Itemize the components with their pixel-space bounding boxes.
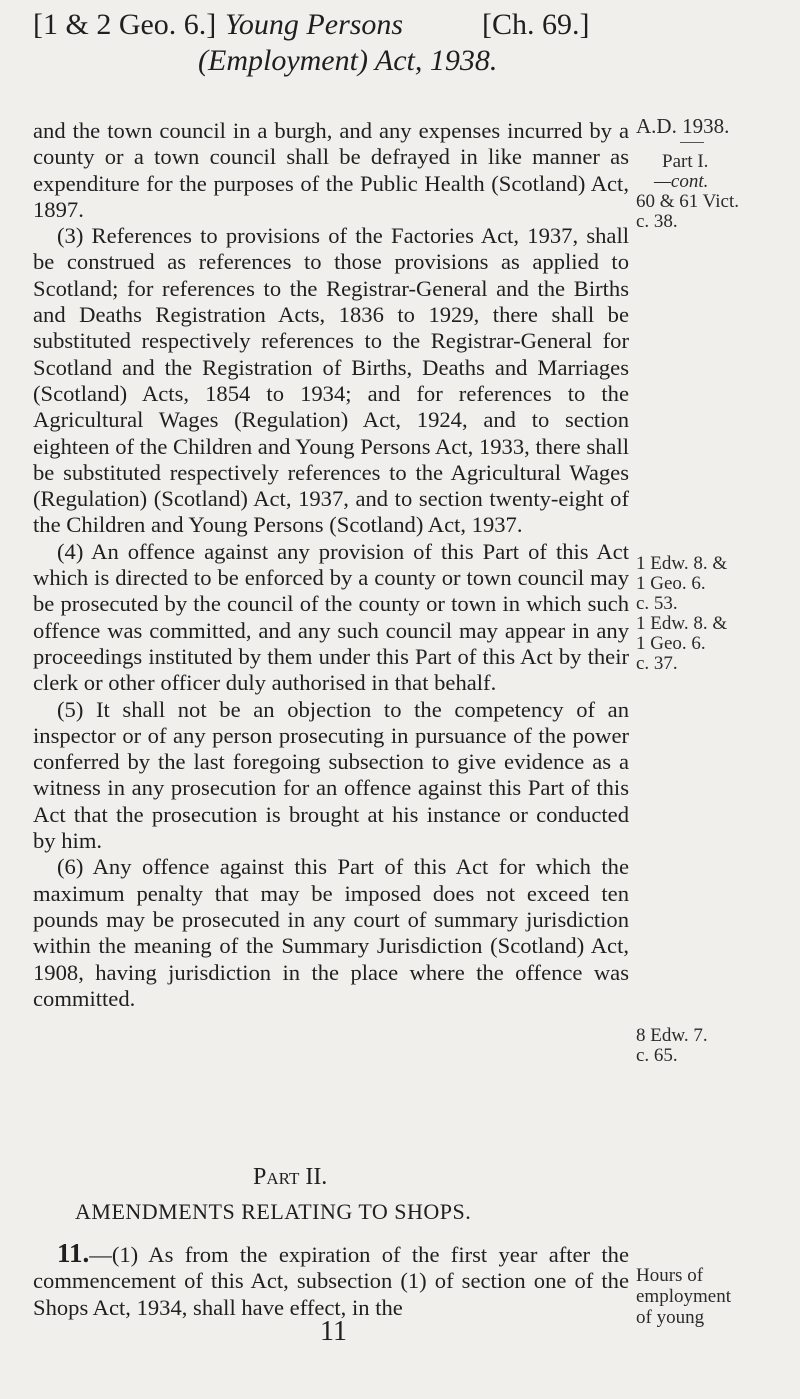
regnal-year: [1 & 2 Geo. 6.]	[33, 8, 217, 41]
margin-rule	[680, 142, 704, 143]
page-number: 11	[320, 1316, 347, 1347]
margin-cont: —cont.	[654, 171, 709, 192]
margin-citation-vict: 60 & 61 Vict.	[636, 191, 740, 212]
chapter-number: [Ch. 69.]	[482, 8, 590, 41]
margin-citation-line: c. 53.	[636, 593, 678, 614]
body-text	[33, 118, 629, 1012]
margin-citation-line: c. 37.	[636, 653, 678, 674]
page-header	[0, 0, 800, 110]
paragraph-continued: and the town council in a burgh, and any expenses incurred by a county or a town council shall be defrayed in like manner as expenditure for the purposes of the Public Health (Scotland) Act, 1897.	[33, 118, 629, 222]
margin-citation-line: 8 Edw. 7.	[636, 1025, 708, 1046]
margin-citations-edw	[636, 554, 796, 674]
part-heading: Part II.	[253, 1164, 328, 1190]
section-number: 11.	[57, 1238, 90, 1268]
act-subtitle: (Employment) Act, 1938.	[198, 44, 498, 77]
margin-note-line: Hours of	[636, 1265, 704, 1286]
part-subheading: AMENDMENTS RELATING TO SHOPS.	[75, 1199, 472, 1224]
paragraph-4: (4) An offence against any provision of this Part of this Act which is directed to be enforced by a county or town council may be prosecuted by the council of the county or town in which such offence was committed, and any such council may appear in any proceedings instituted by them under this Part of this Act by their clerk or other officer duly authorised in that behalf.	[33, 538, 629, 696]
margin-citation-line: 1 Geo. 6.	[636, 573, 706, 594]
section-text: —(1) As from the expiration of the first year after the commencement of this Act, subsection (1) of section one of the Shops Act, 1934, shall have effect, in the	[33, 1242, 629, 1320]
margin-citation-line: c. 65.	[636, 1045, 678, 1066]
margin-part: Part I.	[662, 151, 709, 172]
paragraph-3: (3) References to provisions of the Factories Act, 1937, shall be construed as references to those provisions as applied to Scotland; for references to the Registrar-General and the Births and Deaths Registration Acts, 1836 to 1929, there shall be substituted respectively references to the Registrar-General for Scotland and the Registration of Births, Deaths and Marriages (Scotland) Acts, 1854 to 1934; and for references to the Agricultural Wages (Regulation) Act, 1924, and to section eighteen of the Children and Young Persons Act, 1933, there shall be substituted respectively references to the Agricultural Wages (Regulation) (Scotland) Act, 1937, and to section twenty-eight of the Children and Young Persons (Scotland) Act, 1937.	[33, 223, 629, 538]
margin-note-hours	[636, 1265, 796, 1328]
margin-citation-c38: c. 38.	[636, 211, 678, 232]
paragraph-5: (5) It shall not be an objection to the competency of an inspector or of any person prosecuting in pursuance of the power conferred by the last foregoing subsection to give evidence as a witness in any prosecution for an offence against this Part of this Act that the prosecution is brought at his instance or conducted by him.	[33, 696, 629, 854]
margin-citation-line: 1 Edw. 8. &	[636, 613, 728, 634]
margin-note-line: employment	[636, 1286, 731, 1307]
margin-citations-summary	[636, 1026, 796, 1066]
margin-year: A.D. 1938.	[636, 114, 730, 138]
margin-note-line: of young	[636, 1307, 705, 1328]
margin-citation-line: 1 Edw. 8. &	[636, 553, 728, 574]
section-11	[33, 1240, 629, 1321]
margin-citation-line: 1 Geo. 6.	[636, 633, 706, 654]
section-paragraph	[33, 1240, 629, 1321]
paragraph-6: (6) Any offence against this Part of this Act for which the maximum penalty that may be imposed does not exceed ten pounds may be prosecuted in any court of summary jurisdiction within the meaning of the Summary Jurisdiction (Scotland) Act, 1908, having jurisdiction in the place where the offence was committed.	[33, 854, 629, 1011]
act-title: Young Persons	[225, 8, 404, 41]
